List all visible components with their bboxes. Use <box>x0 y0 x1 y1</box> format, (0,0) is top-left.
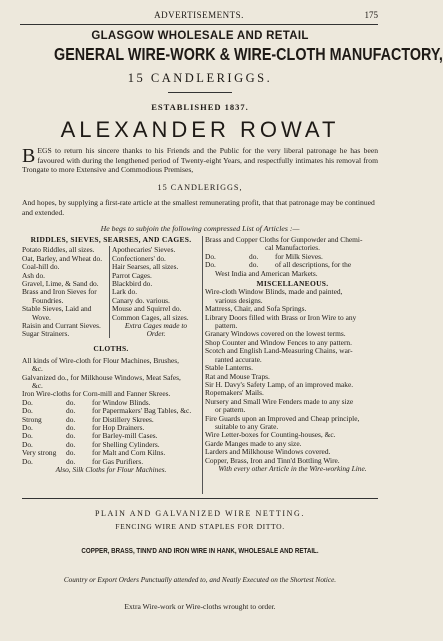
cell-a: Do. <box>205 251 216 261</box>
list-item: Order. <box>146 329 166 339</box>
list-item: cal Manufactories. <box>265 243 320 253</box>
list-item: Garde Manges made to any size. <box>205 438 302 448</box>
miscellaneous-heading: MISCELLANEOUS. <box>256 279 329 289</box>
cloths-note: Also, Silk Cloths for Flour Machines. <box>55 465 167 475</box>
intro-paragraph <box>22 146 378 175</box>
hope-paragraph: And hopes, by supplying a first-rate article at the smallest remunerating profit, that that patronage may be continued and extended. <box>22 198 375 217</box>
cell-a: Do. <box>22 397 33 407</box>
miscellaneous-note: With every other Article in the Wire-working Line. <box>218 463 367 473</box>
title-address: 15 CANDLERIGGS. <box>127 71 273 85</box>
cell-b: do. <box>66 456 76 466</box>
cell-b: do. <box>66 414 76 424</box>
cell-a: Strong <box>22 414 42 424</box>
list-item: Mouse and Squirrel do. <box>112 304 182 314</box>
riddles-list <box>22 246 107 338</box>
list-item: Granary Windows covered on the lowest terms. <box>205 329 346 339</box>
list-item: ranted accurate. <box>215 354 262 364</box>
list-item: Wove. <box>32 312 51 322</box>
left-column <box>22 236 200 475</box>
miscellaneous-list <box>205 288 380 465</box>
list-item: Ash do. <box>22 270 45 280</box>
right-column <box>205 236 380 473</box>
list-item: Library Doors filled with Brass or Iron Wire to any <box>205 312 357 322</box>
list-item: pattern. <box>215 321 238 331</box>
cell-c: for Window Blinds. <box>92 397 151 407</box>
cell-b: do. <box>66 406 76 416</box>
cell-c: for Milk Sieves. <box>275 251 323 261</box>
page-number: 175 <box>364 10 378 20</box>
footer-line-1: PLAIN AND GALVANIZED WIRE NETTING. <box>94 509 306 518</box>
list-item: Iron Wire-cloths for Corn-mill and Fanner Skrees. <box>22 389 171 399</box>
footer-line-5: Extra Wire-work or Wire-cloths wrought to order. <box>124 602 276 611</box>
brass-cloth-lines <box>205 236 380 253</box>
list-item: Nursery and Small Wire Fenders made to any size <box>205 396 354 406</box>
cell-a: Very strong <box>22 448 57 458</box>
list-item: Blackbird do. <box>112 279 153 289</box>
cell-b: do. <box>66 423 76 433</box>
cell-a: Do. <box>205 260 216 270</box>
list-item: Rat and Mouse Traps. <box>205 371 270 381</box>
list-item: &c. <box>32 381 43 391</box>
list-item: All kinds of Wire-cloth for Flour Machines, Brushes, <box>22 355 180 365</box>
list-item: Larders and Milkhouse Windows covered. <box>205 447 331 457</box>
title-line-2: GENERAL WIRE-WORK & WIRE-CLOTH MANUFACTORY, <box>54 44 443 64</box>
list-item: Raisin and Currant Sieves. <box>22 321 101 331</box>
list-item: Stable Lanterns. <box>205 363 254 373</box>
riddles-heading: RIDDLES, SIEVES, SEARSES, AND CAGES. <box>30 235 192 244</box>
brass-cloth-tail: West India and American Markets. <box>215 268 318 278</box>
list-item: suitable to any Grate. <box>215 421 279 431</box>
cell-c: for Distillery Skrees. <box>92 414 154 424</box>
cell-c: for Malt and Corn Kilns. <box>92 448 166 458</box>
list-item: Coal-hill do. <box>22 262 60 272</box>
list-item: Common Cages, all sizes. <box>112 312 189 322</box>
proprietor-name: ALEXANDER ROWAT <box>60 117 340 142</box>
running-title: ADVERTISEMENTS. <box>154 10 244 20</box>
running-header <box>20 10 378 25</box>
cloths-heading: CLOTHS. <box>93 344 129 354</box>
list-item: Extra Cages made to <box>124 321 188 331</box>
footer-line-4: Country or Export Orders Punctually attended to, and Neatly Executed on the Shortest Notice. <box>63 576 337 584</box>
list-item: Confectioners' do. <box>112 253 166 263</box>
cloths-intro <box>22 357 200 399</box>
list-item: Sir H. Davy's Safety Lamp, of an improved make. <box>205 379 354 389</box>
list-item: Hair Searses, all sizes. <box>112 262 179 272</box>
list-item: Wire Letter-boxes for Counting-houses, &c. <box>205 430 336 440</box>
list-item: Copper, Brass, Iron and Tinn'd Bottling Wire. <box>205 455 340 465</box>
cell-c: for Gas Purifiers. <box>92 456 144 466</box>
cages-list <box>112 246 200 338</box>
column-divider <box>109 246 110 338</box>
cell-b: do. <box>249 260 259 270</box>
new-address: 15 CANDLERIGGS, <box>157 183 243 192</box>
cell-c: for Papermakers' Bag Tables, &c. <box>92 406 192 416</box>
cell-a: Do. <box>22 439 33 449</box>
intro-text: EGS to return his sincere thanks to his Friends and the Public for the very liberal patronage he has been favoured with during the lengthened period of Twenty-eight Years, and respectfully intimates his removal from Trongate to more Extensive and Commodious Premises, <box>22 146 378 175</box>
list-item: Shop Counter and Window Fences to any pattern. <box>205 337 352 347</box>
list-item: Ropemakers' Mails. <box>205 388 264 398</box>
list-item: Gravel, Lime, & Sand do. <box>22 279 99 289</box>
list-item: Oat, Barley, and Wheat do. <box>22 253 103 263</box>
list-item: Potato Riddles, all sizes. <box>22 245 95 255</box>
brass-cloth-rows <box>205 253 380 270</box>
footer-line-3: COPPER, BRASS, TINN'D AND IRON WIRE IN HANK, WHOLESALE AND RETAIL. <box>81 546 319 555</box>
list-item: &c. <box>32 364 43 374</box>
cell-b: do. <box>66 439 76 449</box>
title-line-1: GLASGOW WHOLESALE AND RETAIL <box>91 30 309 42</box>
list-item: or pattern. <box>215 405 246 415</box>
cell-b: do. <box>66 448 76 458</box>
footer-rule <box>22 498 378 499</box>
footer-line-2: FENCING WIRE AND STAPLES FOR DITTO. <box>115 522 285 531</box>
center-divider <box>202 236 203 494</box>
list-item: Stable Sieves, Laid and <box>22 304 92 314</box>
list-item: Fire Guards upon an Improved and Cheap principle, <box>205 413 360 423</box>
list-item: Brass and Copper Cloths for Gunpowder and Chemi- <box>205 235 363 244</box>
list-item: Brass and Iron Sieves for <box>22 287 97 297</box>
divider <box>168 92 232 93</box>
list-item: Wire-cloth Window Blinds, made and painted, <box>205 287 343 297</box>
list-item: Galvanized do., for Milkhouse Windows, Meat Safes, <box>22 372 181 382</box>
cell-c: for Barley-mill Cases. <box>92 431 158 441</box>
list-item: Lark do. <box>112 287 138 297</box>
cell-c: for Shelling Cylinders. <box>92 439 160 449</box>
established-line: ESTABLISHED 1837. <box>151 102 249 112</box>
list-item: Canary do. various. <box>112 295 170 305</box>
list-item: Parrot Cages. <box>112 270 152 280</box>
cell-b: do. <box>66 397 76 407</box>
cell-a: Do. <box>22 431 33 441</box>
cell-b: do. <box>66 431 76 441</box>
list-item: various designs. <box>215 295 263 305</box>
list-heading: He begs to subjoin the following compressed List of Articles :— <box>100 224 300 233</box>
list-item: Foundries. <box>32 295 64 305</box>
list-item: Sugar Strainers. <box>22 329 70 339</box>
cell-a: Do. <box>22 423 33 433</box>
list-item: Mattress, Chair, and Sofa Springs. <box>205 304 307 314</box>
cell-a: Do. <box>22 406 33 416</box>
cloths-rows <box>22 399 200 466</box>
cell-c: for Hop Drainers. <box>92 423 145 433</box>
drop-cap: B <box>22 145 36 167</box>
list-item: Scotch and English Land-Measuring Chains, war- <box>205 346 353 356</box>
list-item: Apothecaries' Sieves. <box>112 245 176 255</box>
cell-a: Do. <box>22 456 33 466</box>
cell-b: do. <box>249 251 259 261</box>
cell-c: of all descriptions, for the <box>275 260 352 270</box>
